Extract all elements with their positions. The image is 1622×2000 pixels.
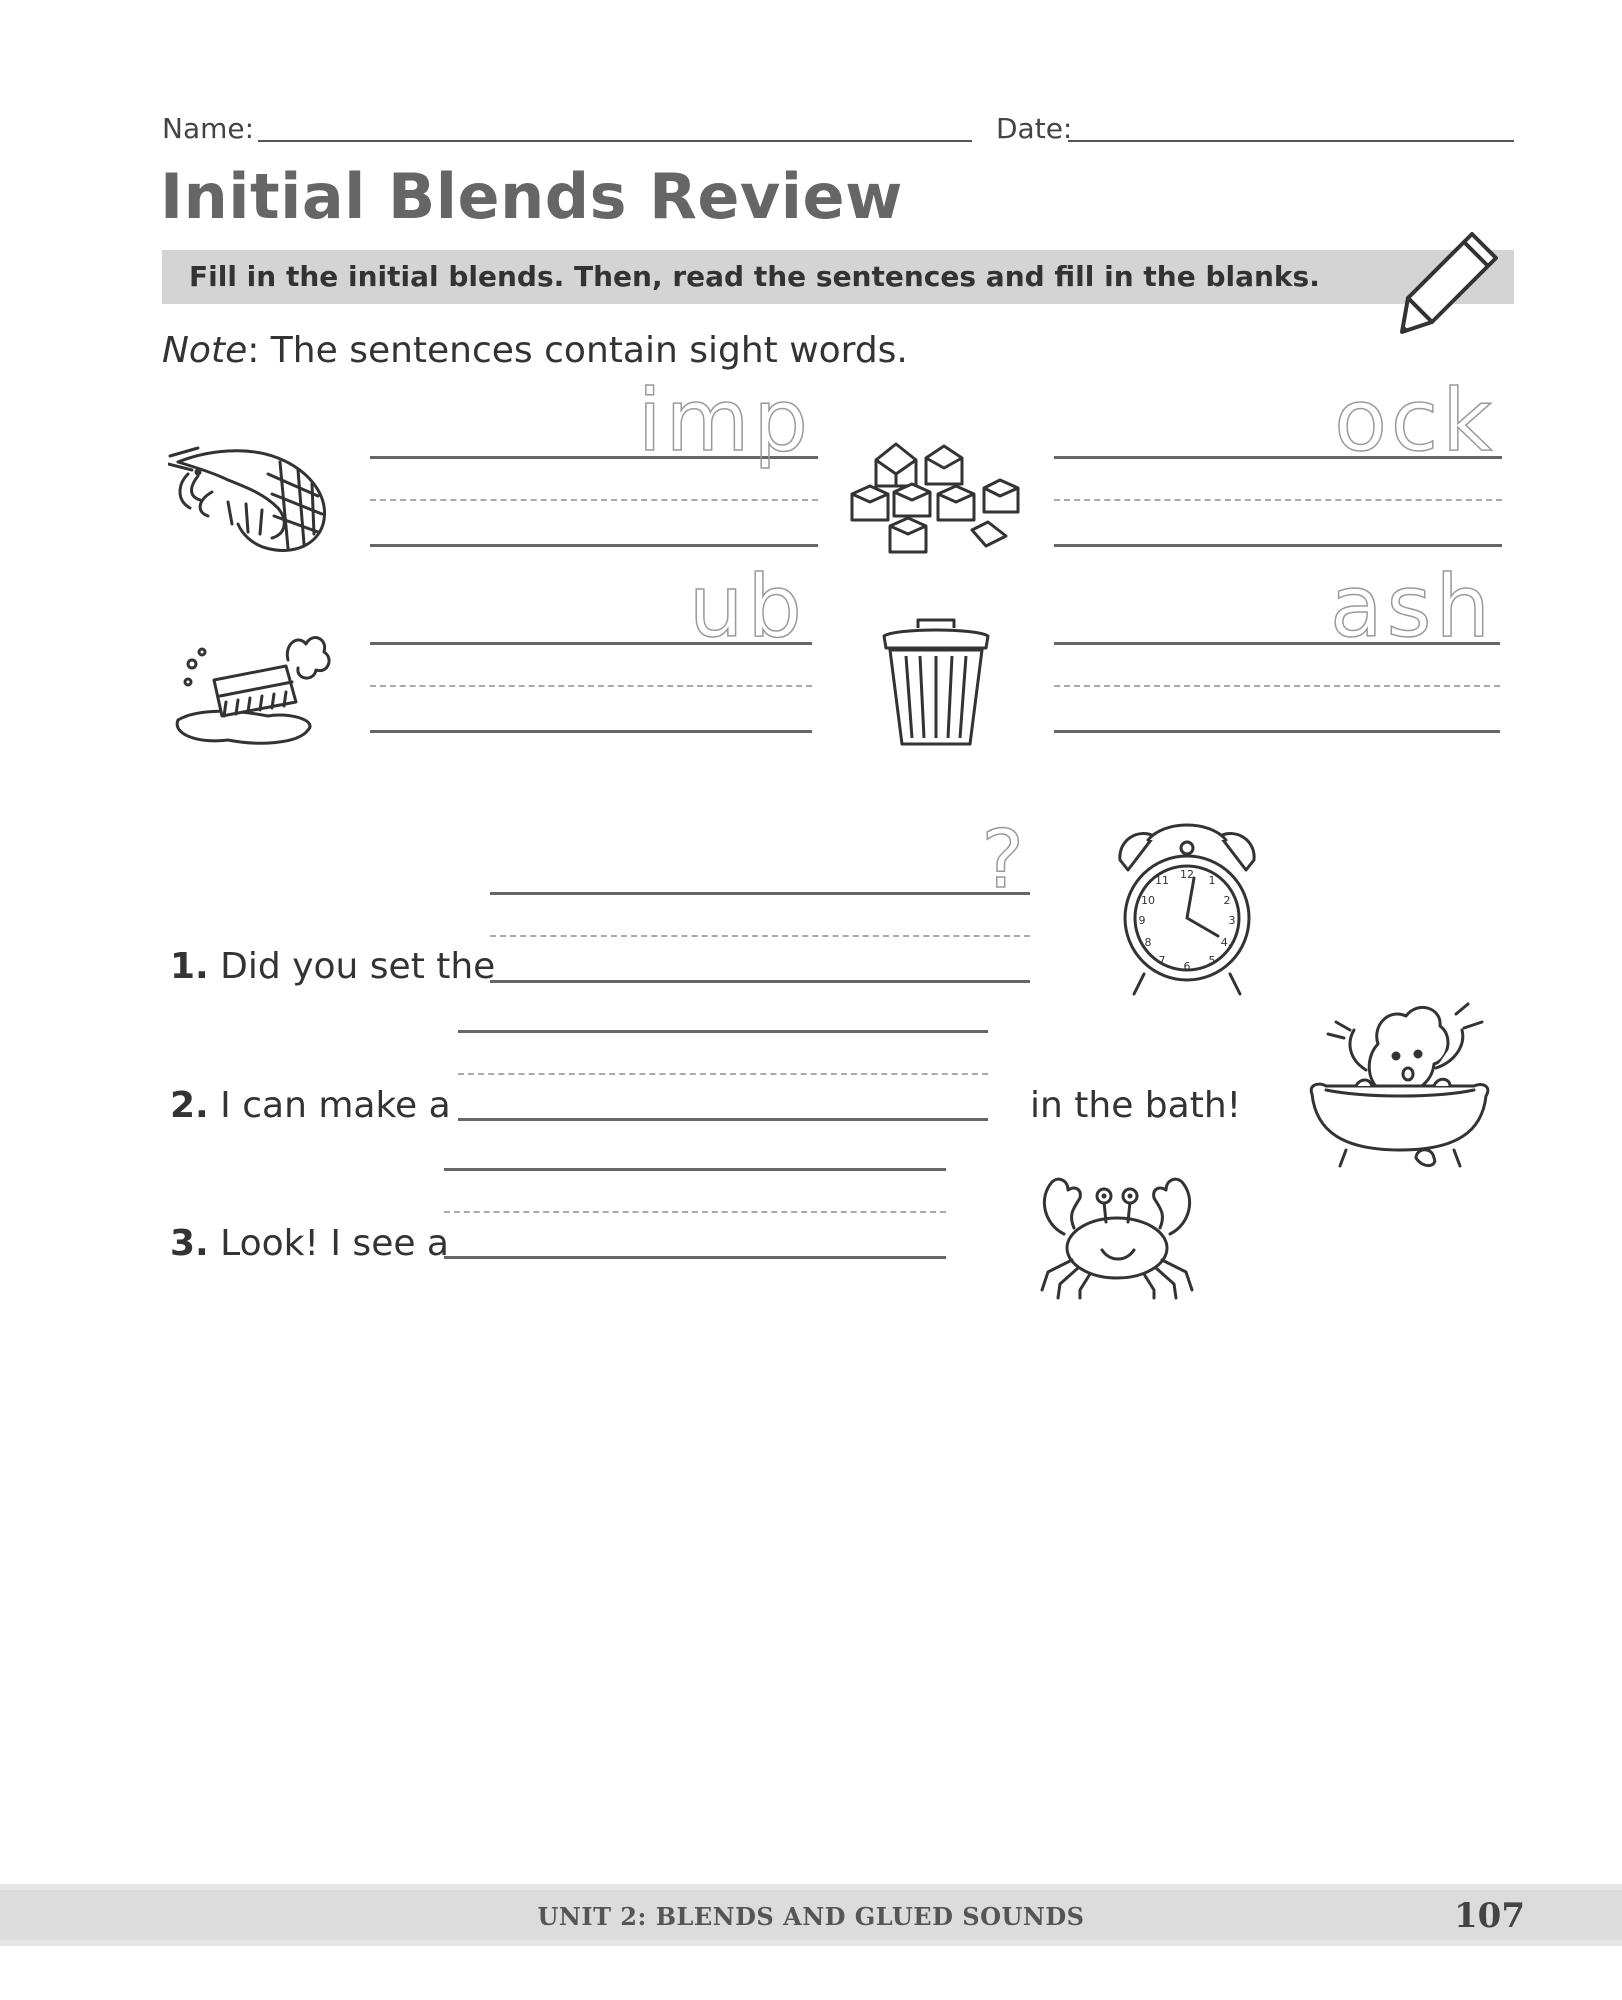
note-label: Note bbox=[162, 330, 248, 371]
svg-text:7: 7 bbox=[1158, 954, 1166, 967]
page-number: 107 bbox=[1454, 1896, 1525, 1936]
baby-bath-icon bbox=[1306, 990, 1490, 1176]
trace-punctuation: ? bbox=[981, 813, 1028, 906]
pencil-icon bbox=[1396, 226, 1508, 338]
date-field[interactable] bbox=[1068, 140, 1514, 142]
sentence-number: 2. bbox=[170, 1085, 209, 1126]
sentence-text: I can make a bbox=[208, 1085, 451, 1126]
trace-letters: ub bbox=[688, 557, 806, 657]
svg-text:1: 1 bbox=[1208, 874, 1216, 887]
sentence-text: Did you set the bbox=[208, 946, 496, 987]
svg-text:12: 12 bbox=[1180, 868, 1194, 881]
svg-text:2: 2 bbox=[1223, 894, 1231, 907]
svg-text:4.: 4. bbox=[1220, 936, 1232, 949]
alarm-clock-icon bbox=[1114, 818, 1260, 1006]
svg-text:8: 8 bbox=[1144, 936, 1152, 949]
svg-text:9: 9 bbox=[1138, 914, 1146, 927]
svg-text:5: 5 bbox=[1208, 954, 1216, 967]
sentence-3 bbox=[170, 1223, 449, 1264]
shrimp-icon bbox=[168, 444, 334, 558]
scrub-brush-icon bbox=[168, 624, 334, 750]
date-label: Date: bbox=[996, 112, 1073, 145]
sentence-text: Look! I see a bbox=[208, 1223, 449, 1264]
sentence-1 bbox=[170, 946, 495, 987]
svg-text:10: 10 bbox=[1141, 894, 1155, 907]
name-field[interactable] bbox=[258, 140, 972, 142]
sentence-number: 3. bbox=[170, 1223, 209, 1264]
trace-letters: ock bbox=[1334, 371, 1496, 471]
trace-letters: imp bbox=[637, 371, 812, 471]
svg-text:11: 11 bbox=[1155, 874, 1169, 887]
trace-letters: ash bbox=[1329, 557, 1494, 657]
blocks-icon bbox=[848, 440, 1024, 568]
instruction-text: Fill in the initial blends. Then, read the sentences and fill in the blanks. bbox=[189, 260, 1320, 293]
instruction-banner bbox=[162, 250, 1514, 304]
sentence-2 bbox=[170, 1085, 451, 1126]
page-title: Initial Blends Review bbox=[160, 160, 903, 233]
sentence-2-ending: in the bath! bbox=[1030, 1085, 1242, 1126]
footer-unit-title: UNIT 2: BLENDS AND GLUED SOUNDS bbox=[537, 1902, 1085, 1931]
sentence-number: 1. bbox=[170, 946, 209, 987]
note-body: : The sentences contain sight words. bbox=[247, 330, 908, 371]
svg-text:6: 6 bbox=[1183, 960, 1191, 973]
name-label: Name: bbox=[162, 112, 255, 145]
note-text bbox=[162, 330, 908, 371]
crab-icon bbox=[1034, 1164, 1200, 1300]
trash-can-icon bbox=[876, 618, 996, 752]
svg-text:3: 3 bbox=[1228, 914, 1236, 927]
